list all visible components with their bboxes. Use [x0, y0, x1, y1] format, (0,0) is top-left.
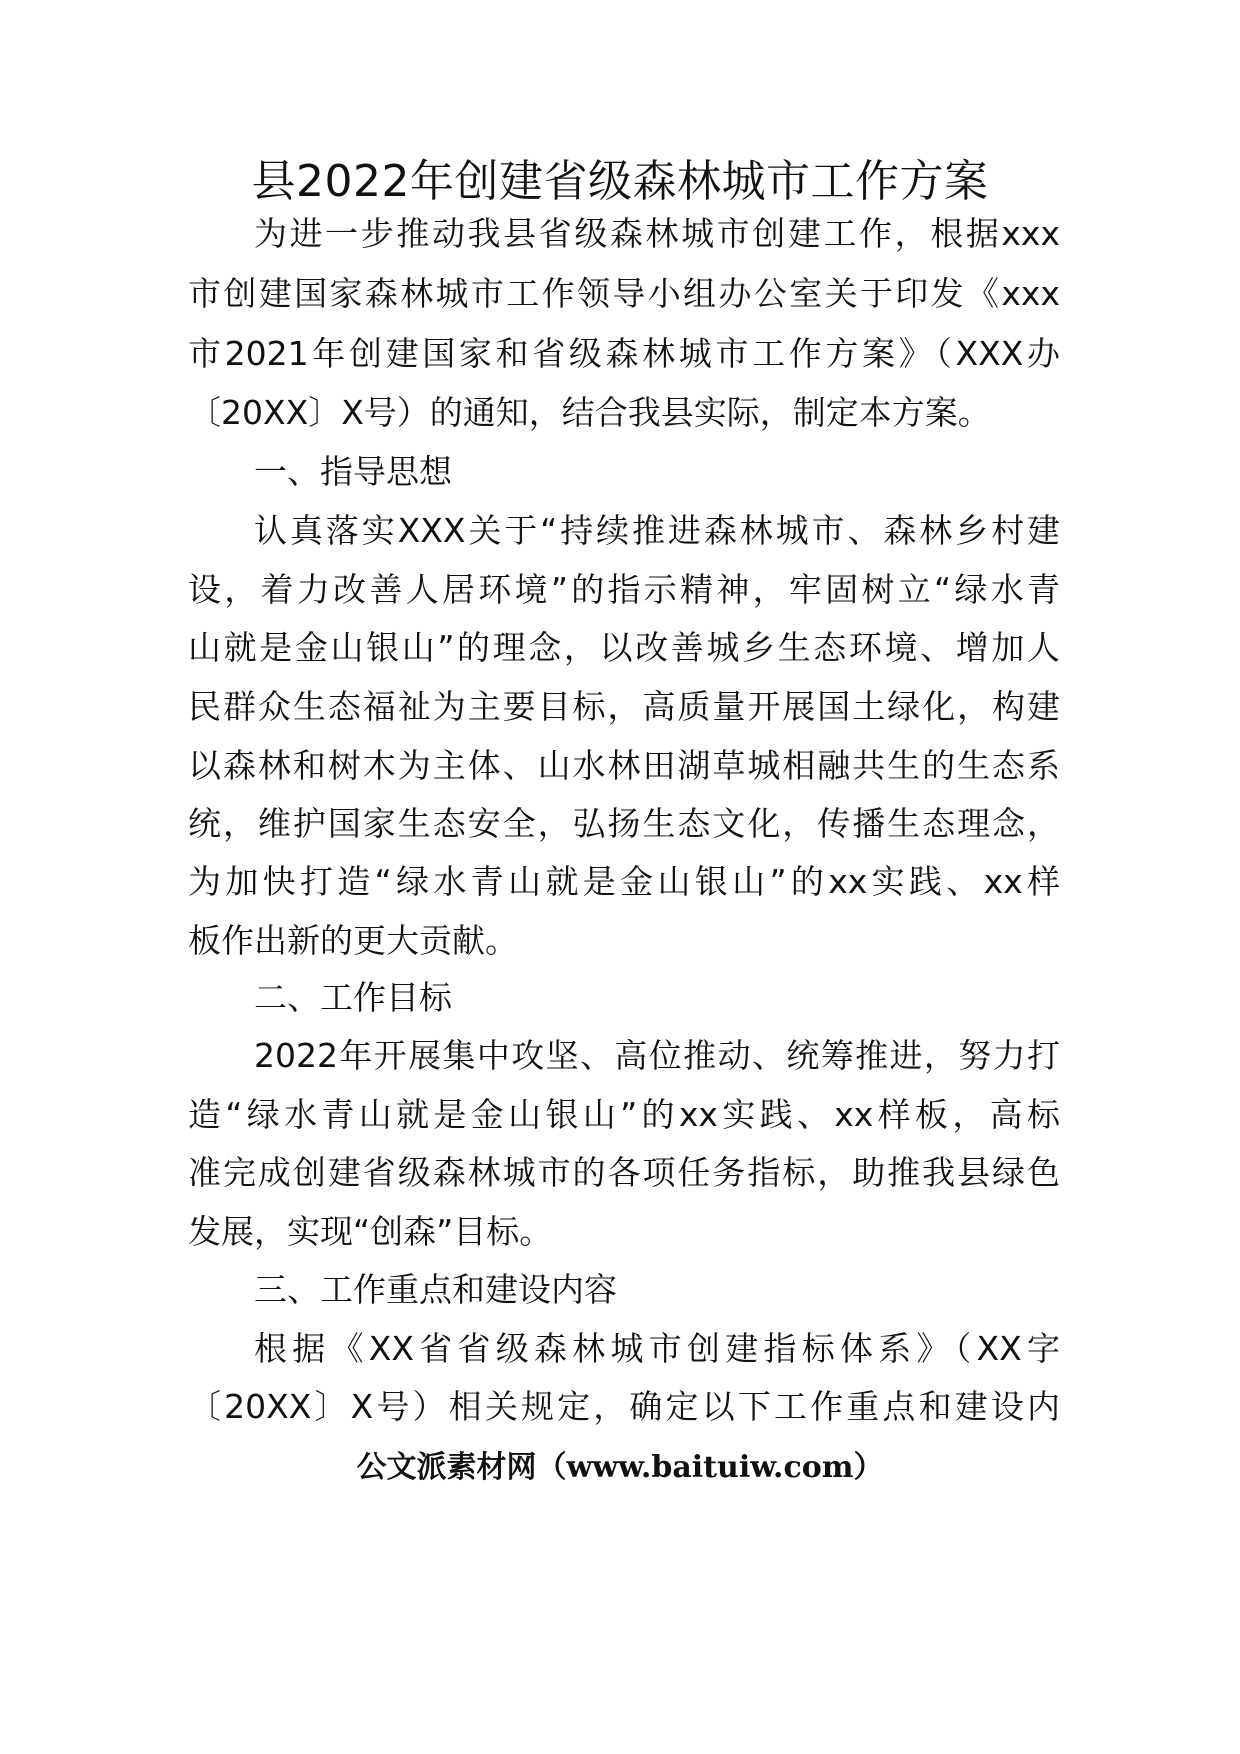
section-2-body-line: 准完成创建省级森林城市的各项任务指标，助推我县绿色 [188, 1153, 1060, 1192]
section-heading: 三、工作重点和建设内容 [254, 1270, 617, 1309]
intro-paragraph-line: 〔20XX〕X号）的通知，结合我县实际，制定本方案。 [188, 393, 991, 432]
intro-paragraph-line: 为进一步推动我县省级森林城市创建工作，根据xxx [254, 214, 1060, 253]
section-2-body-line: 2022年开展集中攻坚、高位推动、统筹推进，努力打 [254, 1036, 1060, 1075]
section-1-body-line: 民群众生态福祉为主要目标，高质量开展国土绿化，构建 [188, 687, 1060, 726]
section-1-body-line: 板作出新的更大贡献。 [188, 921, 518, 960]
section-1-body-line: 山就是金山银山”的理念，以改善城乡生态环境、增加人 [188, 628, 1060, 667]
section-2-body-line: 造“绿水青山就是金山银山”的xx实践、xx样板，高标 [188, 1095, 1060, 1134]
section-1-body-line: 为加快打造“绿水青山就是金山银山”的xx实践、xx样 [188, 862, 1060, 901]
section-1-body-line: 统，维护国家生态安全，弘扬生态文化，传播生态理念， [188, 804, 1060, 843]
section-3-body-line: 〔20XX〕X号）相关规定，确定以下工作重点和建设内 [188, 1387, 1060, 1426]
intro-paragraph-line: 市2021年创建国家和省级森林城市工作方案》（XXX办 [188, 334, 1060, 373]
document-title: 县2022年创建省级森林城市工作方案 [251, 156, 989, 207]
section-heading: 一、指导思想 [254, 452, 452, 491]
section-heading: 二、工作目标 [254, 978, 452, 1017]
section-2-body-line: 发展，实现“创森”目标。 [188, 1212, 553, 1251]
footer-source-text: 公文派素材网（www.baituiw.com） [356, 1450, 884, 1485]
section-1-body-line: 认真落实XXX关于“持续推进森林城市、森林乡村建 [254, 511, 1060, 550]
section-3-body-line: 根据《XX省省级森林城市创建指标体系》（XX字 [254, 1329, 1060, 1368]
intro-paragraph-line: 市创建国家森林城市工作领导小组办公室关于印发《xxx [188, 274, 1060, 313]
section-1-body-line: 设，着力改善人居环境”的指示精神，牢固树立“绿水青 [188, 570, 1060, 609]
section-1-body-line: 以森林和树木为主体、山水林田湖草城相融共生的生态系 [188, 746, 1060, 785]
